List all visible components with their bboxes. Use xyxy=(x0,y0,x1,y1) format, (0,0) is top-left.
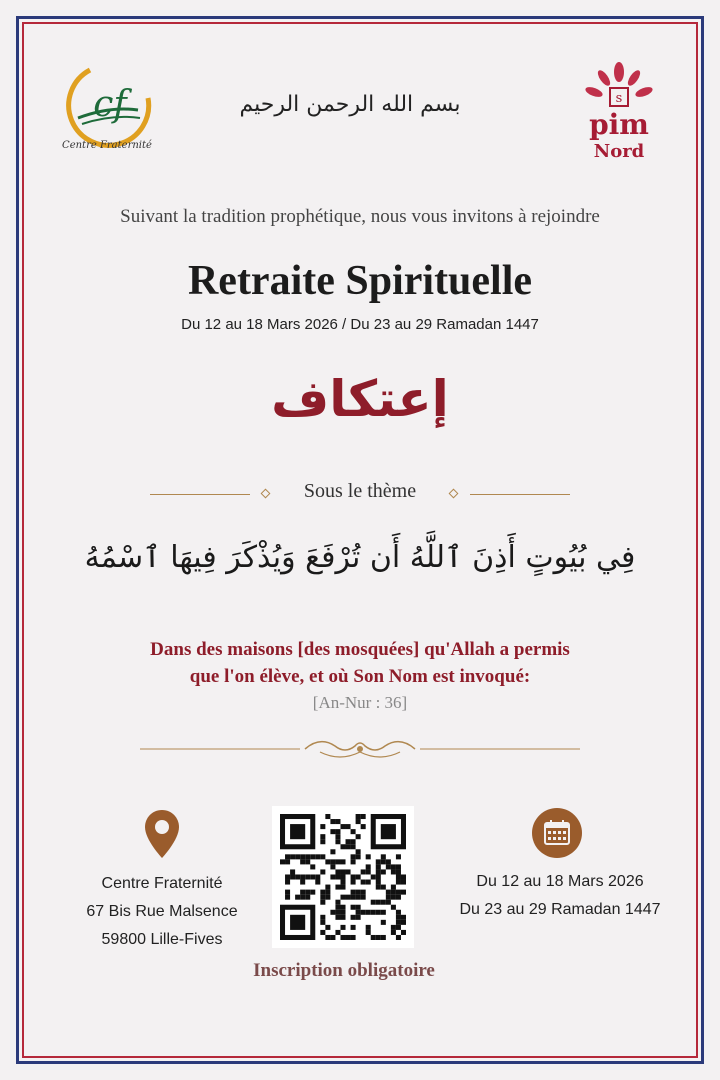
qr-module xyxy=(371,935,376,940)
qr-module xyxy=(340,885,345,890)
qr-module xyxy=(381,854,386,859)
qr-module xyxy=(335,910,340,915)
qr-module xyxy=(320,915,325,920)
qr-module xyxy=(335,839,340,844)
qr-module xyxy=(340,935,345,940)
qr-module xyxy=(351,829,356,834)
qr-module xyxy=(366,854,371,859)
qr-module xyxy=(381,885,386,890)
qr-module xyxy=(320,854,325,859)
qr-module xyxy=(396,874,401,879)
qr-module xyxy=(386,895,391,900)
qr-module xyxy=(320,869,325,874)
dates-line-2: Du 23 au 29 Ramadan 1447 xyxy=(459,901,661,918)
qr-module xyxy=(315,854,320,859)
qr-module xyxy=(335,930,340,935)
qr-module xyxy=(335,915,340,920)
qr-module xyxy=(280,859,285,864)
inscription-notice: Inscription obligatoire xyxy=(253,960,435,981)
qr-module xyxy=(361,869,366,874)
qr-module xyxy=(330,864,335,869)
qr-module xyxy=(346,839,351,844)
qr-module xyxy=(351,890,356,895)
qr-module xyxy=(356,910,361,915)
qr-module xyxy=(361,895,366,900)
qr-module xyxy=(371,900,376,905)
qr-module xyxy=(396,869,401,874)
qr-module xyxy=(361,910,366,915)
qr-module xyxy=(376,859,381,864)
qr-module xyxy=(351,895,356,900)
qr-module xyxy=(335,819,340,824)
qr-module xyxy=(366,864,371,869)
qr-module xyxy=(391,890,396,895)
qr-module xyxy=(361,890,366,895)
qr-module xyxy=(340,869,345,874)
right-logo-caption: Nord xyxy=(593,141,645,162)
qr-module xyxy=(290,854,295,859)
qr-module xyxy=(346,824,351,829)
qr-module xyxy=(340,880,345,885)
qr-module xyxy=(285,859,290,864)
qr-module xyxy=(310,890,315,895)
qr-module xyxy=(401,920,406,925)
qr-module xyxy=(295,874,300,879)
qr-module xyxy=(335,885,340,890)
intro-text: Suivant la tradition prophétique, nous vous invitons à rejoindre xyxy=(120,206,600,227)
qr-module xyxy=(356,890,361,895)
qr-module xyxy=(320,890,325,895)
qr-module xyxy=(340,915,345,920)
qr-module xyxy=(340,874,345,879)
qr-module xyxy=(310,864,315,869)
qr-module xyxy=(340,824,345,829)
qr-module xyxy=(305,854,310,859)
qr-module xyxy=(366,910,371,915)
qr-module xyxy=(305,895,310,900)
qr-module xyxy=(386,900,391,905)
qr-module xyxy=(366,930,371,935)
qr-module xyxy=(381,910,386,915)
qr-module xyxy=(351,854,356,859)
qr-module xyxy=(315,874,320,879)
qr-module xyxy=(381,900,386,905)
qr-module xyxy=(376,900,381,905)
qr-module xyxy=(325,859,330,864)
qr-module xyxy=(356,905,361,910)
qr-module xyxy=(330,910,335,915)
dates-line-1: Du 12 au 18 Mars 2026 xyxy=(476,873,644,890)
qr-code[interactable] xyxy=(272,806,414,948)
theme-label: Sous le thème xyxy=(303,480,417,502)
qr-module xyxy=(340,844,345,849)
qr-module xyxy=(290,874,295,879)
qr-module xyxy=(351,844,356,849)
qr-module xyxy=(401,930,406,935)
qr-module xyxy=(381,859,386,864)
qr-module xyxy=(396,910,401,915)
qr-module xyxy=(356,915,361,920)
date-subtitle: Du 12 au 18 Mars 2026 / Du 23 au 29 Ramadan 1447 xyxy=(181,316,539,333)
qr-module xyxy=(315,880,320,885)
qr-module xyxy=(335,874,340,879)
qr-module xyxy=(376,869,381,874)
qr-module xyxy=(330,859,335,864)
quran-verse: فِي بُيُوتٍ أَذِنَ ٱللَّهُ أَن تُرْفَعَ وَيُذْكَرَ فِيهَا ٱسْمُهُ xyxy=(84,540,636,575)
qr-module xyxy=(335,834,340,839)
qr-module xyxy=(386,890,391,895)
dates-block xyxy=(430,868,690,924)
qr-module xyxy=(366,925,371,930)
qr-module xyxy=(401,880,406,885)
qr-module xyxy=(300,859,305,864)
translation-line-2: que l'on élève, et où Son Nom est invoqué: xyxy=(189,666,531,687)
qr-module xyxy=(356,819,361,824)
svg-text:pim: pim xyxy=(589,108,649,141)
qr-module xyxy=(320,839,325,844)
qr-module xyxy=(376,874,381,879)
qr-module xyxy=(391,905,396,910)
qr-module xyxy=(356,895,361,900)
qr-module xyxy=(396,935,401,940)
qr-module xyxy=(396,854,401,859)
qr-module xyxy=(346,895,351,900)
arabic-title: إعتكاف xyxy=(271,370,449,428)
qr-module xyxy=(356,849,361,854)
translation-line-1: Dans des maisons [des mosquées] qu'Allah a permis xyxy=(150,639,570,660)
qr-module xyxy=(351,839,356,844)
qr-module xyxy=(396,890,401,895)
qr-module xyxy=(330,829,335,834)
qr-module xyxy=(396,880,401,885)
qr-module xyxy=(381,869,386,874)
qr-module xyxy=(300,880,305,885)
verse-translation xyxy=(40,636,680,690)
verse-reference: [An-Nur : 36] xyxy=(312,693,408,712)
qr-module xyxy=(325,890,330,895)
qr-module xyxy=(376,880,381,885)
qr-module xyxy=(356,874,361,879)
left-logo-caption: Centre Fraternité xyxy=(62,140,152,151)
qr-module xyxy=(325,925,330,930)
qr-module xyxy=(310,854,315,859)
qr-module xyxy=(340,910,345,915)
address-line-2: 67 Bis Rue Malsence xyxy=(86,903,238,920)
qr-module xyxy=(396,915,401,920)
qr-module xyxy=(351,935,356,940)
qr-module xyxy=(320,834,325,839)
qr-module xyxy=(325,814,330,819)
qr-module xyxy=(376,935,381,940)
qr-module xyxy=(376,910,381,915)
qr-module xyxy=(396,920,401,925)
qr-module xyxy=(290,915,305,930)
qr-module xyxy=(366,880,371,885)
qr-module xyxy=(300,895,305,900)
qr-module xyxy=(386,859,391,864)
calendar-glyph xyxy=(532,808,582,858)
qr-module xyxy=(376,885,381,890)
qr-module xyxy=(305,874,310,879)
qr-module xyxy=(340,859,345,864)
qr-module xyxy=(330,849,335,854)
qr-module xyxy=(295,854,300,859)
qr-module xyxy=(340,925,345,930)
address-line-3: 59800 Lille-Fives xyxy=(101,931,223,948)
qr-module xyxy=(335,905,340,910)
qr-module xyxy=(356,834,361,839)
qr-module xyxy=(391,864,396,869)
qr-module xyxy=(381,935,386,940)
location-pin-icon xyxy=(142,808,182,860)
qr-module xyxy=(285,895,290,900)
qr-module xyxy=(376,864,381,869)
qr-module xyxy=(401,890,406,895)
qr-module xyxy=(285,880,290,885)
qr-module xyxy=(305,890,310,895)
qr-module xyxy=(361,814,366,819)
qr-module xyxy=(371,874,376,879)
qr-module xyxy=(391,930,396,935)
qr-module xyxy=(320,895,325,900)
qr-module xyxy=(401,915,406,920)
qr-module xyxy=(396,864,401,869)
qr-module xyxy=(386,864,391,869)
qr-module xyxy=(391,895,396,900)
qr-module xyxy=(391,885,396,890)
qr-module xyxy=(346,844,351,849)
qr-module xyxy=(325,885,330,890)
qr-module xyxy=(351,915,356,920)
qr-module xyxy=(285,890,290,895)
qr-module xyxy=(320,900,325,905)
qr-module xyxy=(351,859,356,864)
qr-module xyxy=(391,925,396,930)
qr-module xyxy=(330,935,335,940)
qr-module xyxy=(381,824,396,839)
theme-divider xyxy=(150,480,570,508)
qr-module xyxy=(351,925,356,930)
qr-module xyxy=(371,910,376,915)
qr-module xyxy=(330,874,335,879)
qr-module xyxy=(325,935,330,940)
qr-module xyxy=(320,930,325,935)
address-line-1: Centre Fraternité xyxy=(101,875,223,892)
svg-text:cf: cf xyxy=(93,84,127,125)
qr-module xyxy=(351,874,356,879)
qr-module xyxy=(330,819,335,824)
qr-module xyxy=(310,874,315,879)
qr-module xyxy=(335,859,340,864)
qr-module xyxy=(290,869,295,874)
qr-module xyxy=(356,814,361,819)
qr-module xyxy=(320,824,325,829)
qr-module xyxy=(335,869,340,874)
qr-module xyxy=(346,935,351,940)
qr-module xyxy=(361,824,366,829)
qr-module xyxy=(320,920,325,925)
page-title: Retraite Spirituelle xyxy=(187,258,533,304)
qr-module xyxy=(351,905,356,910)
qr-module xyxy=(366,869,371,874)
qr-module xyxy=(300,890,305,895)
qr-module xyxy=(361,880,366,885)
qr-module xyxy=(300,874,305,879)
qr-module xyxy=(325,895,330,900)
qr-module xyxy=(391,869,396,874)
qr-module xyxy=(295,895,300,900)
qr-module xyxy=(381,920,386,925)
qr-module xyxy=(340,905,345,910)
qr-module xyxy=(305,859,310,864)
qr-module xyxy=(401,874,406,879)
qr-module xyxy=(335,829,340,834)
calendar-icon xyxy=(532,808,582,858)
qr-module xyxy=(396,895,401,900)
svg-text:s: s xyxy=(615,91,623,106)
qr-code-pattern xyxy=(280,814,406,940)
ornament-divider xyxy=(140,734,580,764)
qr-module xyxy=(335,900,340,905)
qr-module xyxy=(300,854,305,859)
address-block xyxy=(60,870,264,954)
basmala-calligraphy: بسم الله الرحمن الرحيم xyxy=(239,92,461,117)
qr-module xyxy=(356,854,361,859)
qr-module xyxy=(285,874,290,879)
qr-module xyxy=(285,854,290,859)
qr-module xyxy=(290,824,305,839)
qr-module xyxy=(346,869,351,874)
qr-module xyxy=(340,895,345,900)
qr-module xyxy=(396,925,401,930)
qr-module xyxy=(351,880,356,885)
